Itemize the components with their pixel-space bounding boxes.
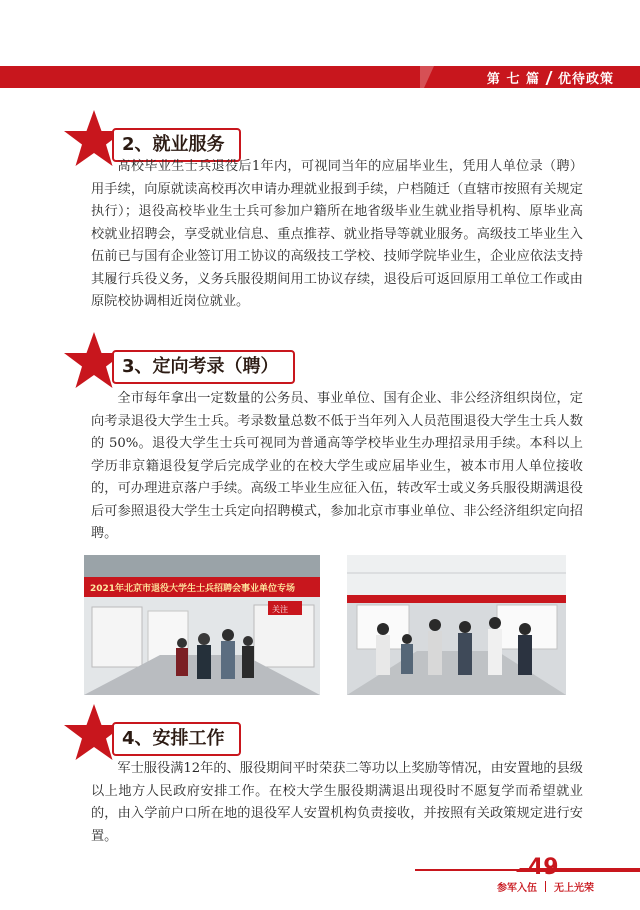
- section-title: 2、就业服务: [112, 128, 241, 162]
- section-heading-directed-recruitment: [62, 340, 322, 384]
- photo-job-fair-hall: [84, 555, 320, 695]
- page-number: 49: [528, 855, 559, 880]
- footer-rule: [415, 869, 525, 871]
- section-title: 3、定向考录（聘）: [112, 350, 295, 384]
- chapter-title: 优待政策: [557, 72, 614, 87]
- photo-job-fair-crowd: [347, 555, 566, 695]
- header-text: [487, 68, 614, 87]
- banner-text: 2021年北京市退役大学生士兵招聘会事业单位专场: [90, 584, 296, 594]
- section-body-employment: 高校毕业生士兵退役后1年内，可视同当年的应届毕业生，凭用人单位录（聘）用手续，向原就读高校再次申请办理就业报到手续，户档随迁（直辖市按照有关规定执行）；退役高校毕业生士兵可参加户籍所在地省级毕业生就业指导机构、原毕业高校就业招聘会，享受就业信息、重点推荐、就业指导等就业服务。高级技工毕业生入伍前已与国有企业签订用工协议的高级技工学校、技师学院毕业生，企业应依法支持其履行兵役义务，义务兵服役期间用工协议存续，退役后可返回原用工单位工作或由原院校协调相近岗位就业。: [91, 159, 583, 309]
- page-header: [0, 66, 640, 88]
- section-body-directed-recruitment: 全市每年拿出一定数量的公务员、事业单位、国有企业、非公经济组织岗位，定向考录退役大学生士兵。考录数量总数不低于当年列入人员范围退役大学生士兵人数的 50%。退役大学生士兵可视同为普通高等学校毕业生办理招录用手续。本科以上学历非京籍退役复学后完成学业的在校大学生或应届毕业生，被本市用人单位接收的，可办理进京落户手续。高级工毕业生应征入伍，转改军士或义务兵服役期满退役后可参照退役大学生士兵定向招聘模式，参加北京市事业单位、非公经济组织定向招聘。: [91, 391, 583, 541]
- slogan-divider: [545, 881, 546, 892]
- section-body-job-placement: 军士服役满12年的、服役期间平时荣获二等功以上奖励等情况，由安置地的县级以上地方人民政府安排工作。在校大学生服役期满退出现役时不愿复学而希望就业的，由入学前户口所在地的退役军人安置机构负责接收，并按照有关政策规定进行安置。: [91, 761, 583, 844]
- slogan-right: 无上光荣: [554, 883, 594, 894]
- footer-slogan: [497, 879, 594, 894]
- header-separator: [545, 71, 552, 85]
- slogan-left: 参军入伍: [497, 883, 537, 894]
- chapter-label: 第 七 篇: [486, 72, 540, 87]
- booth-sign-text: 关注: [272, 605, 288, 614]
- section-heading-job-placement: [62, 712, 322, 756]
- section-title: 4、安排工作: [112, 722, 241, 756]
